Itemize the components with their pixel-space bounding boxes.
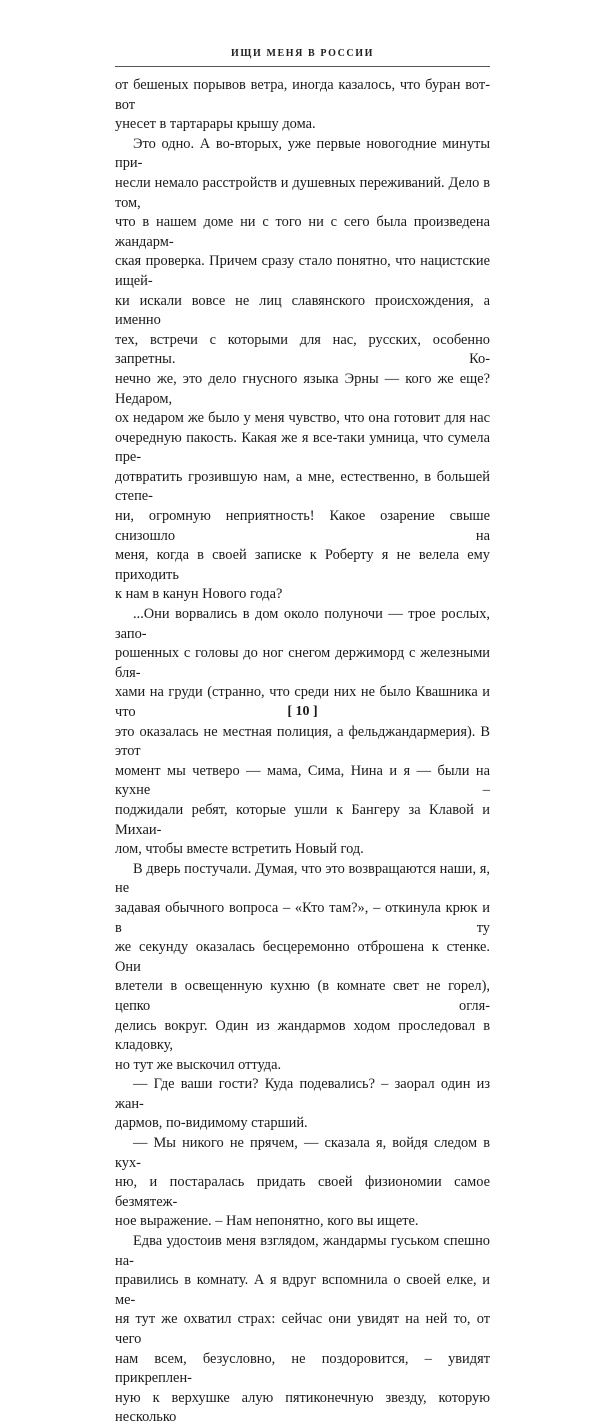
text-line-content: несли немало расстройств и душевных переживаний. Дело в том, <box>115 174 490 211</box>
text-line <box>115 292 490 331</box>
text-line-content: ни, огромную неприятность! Какое озарение свыше снизошло на <box>115 508 490 544</box>
text-line-content: поджидали ребят, которые ушли к Бангеру за Клавой и Михаи- <box>115 801 490 838</box>
text-line <box>115 1389 490 1428</box>
text-line-content: — Где ваши гости? Куда подевались? – заорал один из жан- <box>115 1076 490 1112</box>
text-line-content: делись вокруг. Один из жандармов ходом проследовал в кладовку, <box>115 1017 490 1054</box>
text-line <box>115 605 490 644</box>
text-line-content: ...Они ворвались в дом около полуночи — трое рослых, запо- <box>115 606 490 642</box>
text-line <box>115 174 490 213</box>
text-line-content: к нам в канун Нового года? <box>115 586 283 603</box>
text-line-content: ки искали вовсе не лиц славянского происхождения, а именно <box>115 292 490 329</box>
text-line-content: нечно же, это дело гнусного языка Эрны — кого же еще? Недаром, <box>115 370 490 407</box>
text-line <box>115 977 490 1016</box>
text-line-content: унесет в тартарары крышу дома. <box>115 116 316 133</box>
text-line <box>115 938 490 977</box>
text-line-content: очередную пакость. Какая же я все-таки умница, что сумела пре- <box>115 429 490 466</box>
text-line-content: ню, и постаралась придать своей физиономии самое безмятеж- <box>115 1174 490 1210</box>
text-line-content: Едва удостоив меня взглядом, жандармы гуськом спешно на- <box>115 1233 490 1269</box>
text-line <box>115 1114 490 1134</box>
text-line <box>115 468 490 507</box>
text-line-content: рошенных с головы до ног снегом держиморд с железными бля- <box>115 645 490 681</box>
text-line <box>115 1350 490 1389</box>
text-line <box>115 1075 490 1114</box>
text-line-content: тех, встречи с которыми для нас, русских, особенно запретны. Ко- <box>115 331 490 368</box>
text-line-content: что в нашем доме ни с того ни с сего была произведена жандарм- <box>115 214 490 250</box>
text-line <box>115 135 490 174</box>
text-line <box>115 1212 490 1232</box>
text-line-content: ное выражение. – Нам непонятно, кого вы ищете. <box>115 1213 419 1230</box>
text-line <box>115 370 490 409</box>
text-line-content: момент мы четверо — мама, Сима, Нина и я — были на кухне – <box>115 762 490 799</box>
text-line-content: ня тут же охватил страх: сейчас они увидят на ней то, от чего <box>115 1311 490 1347</box>
text-line-content: влетели в освещенную кухню (в комнате свет не горел), цепко огля- <box>115 978 490 1014</box>
text-line-content: нам всем, безусловно, не поздоровится, – увидят прикреплен- <box>115 1350 490 1387</box>
text-line <box>115 585 490 605</box>
text-line-content: меня, когда в своей записке к Роберту я не велела ему приходить <box>115 547 490 583</box>
text-line-content: дармов, по-видимому старший. <box>115 1115 308 1132</box>
text-line <box>115 899 490 938</box>
text-line <box>115 76 490 115</box>
text-line-content: ную к верхушке алую пятиконечную звезду, которую несколько <box>115 1389 490 1426</box>
text-line <box>115 762 490 801</box>
text-line-content: лом, чтобы вместе встретить Новый год. <box>115 841 364 858</box>
text-line-content: В дверь постучали. Думая, что это возвращаются наши, я, не <box>115 860 490 897</box>
text-line <box>115 252 490 291</box>
text-line <box>115 1310 490 1349</box>
text-line-content: от бешеных порывов ветра, иногда казалось, что буран вот-вот <box>115 77 490 113</box>
header-rule <box>115 66 490 67</box>
text-line-content: Это одно. А во-вторых, уже первые новогодние минуты при- <box>115 135 490 172</box>
text-line-content: дотвратить грозившую нам, а мне, естественно, в большей степе- <box>115 468 490 505</box>
text-line <box>115 860 490 899</box>
text-line <box>115 1232 490 1271</box>
text-line <box>115 644 490 683</box>
text-line <box>115 801 490 840</box>
text-line-content: хами на груди (странно, что среди них не было Квашника и что <box>115 684 490 720</box>
text-line <box>115 723 490 762</box>
text-line-content: но тут же выскочил оттуда. <box>115 1056 282 1073</box>
text-line <box>115 1271 490 1310</box>
body-text <box>115 76 490 1428</box>
text-line <box>115 331 490 370</box>
page-number: [ 10 ] <box>287 704 318 719</box>
text-line <box>115 1134 490 1173</box>
text-line <box>115 429 490 468</box>
text-line-content: ская проверка. Причем сразу стало понятно, что нацистские ищей- <box>115 253 490 289</box>
text-line <box>115 1056 490 1076</box>
text-line <box>115 840 490 860</box>
text-line-content: ох недаром же было у меня чувство, что она готовит для нас <box>115 410 490 427</box>
text-line <box>115 409 490 429</box>
text-line-content: это оказалась не местная полиция, а фельджандармерия). В этот <box>115 723 490 760</box>
running-head: ИЩИ МЕНЯ В РОССИИ <box>231 48 374 59</box>
text-line <box>115 1017 490 1056</box>
text-line <box>115 115 490 135</box>
text-line-content: правились в комнату. А я вдруг вспомнила о своей елке, и ме- <box>115 1272 490 1308</box>
text-line <box>115 546 490 585</box>
text-line-content: же секунду оказалась бесцеремонно отброшена к стенке. Они <box>115 939 490 975</box>
text-line <box>115 507 490 546</box>
text-line <box>115 1173 490 1212</box>
text-line <box>115 213 490 252</box>
text-line-content: задавая обычного вопроса – «Кто там?», – откинула крюк и в ту <box>115 899 490 936</box>
text-line-content: — Мы никого не прячем, — сказала я, войдя следом в кух- <box>115 1135 490 1171</box>
